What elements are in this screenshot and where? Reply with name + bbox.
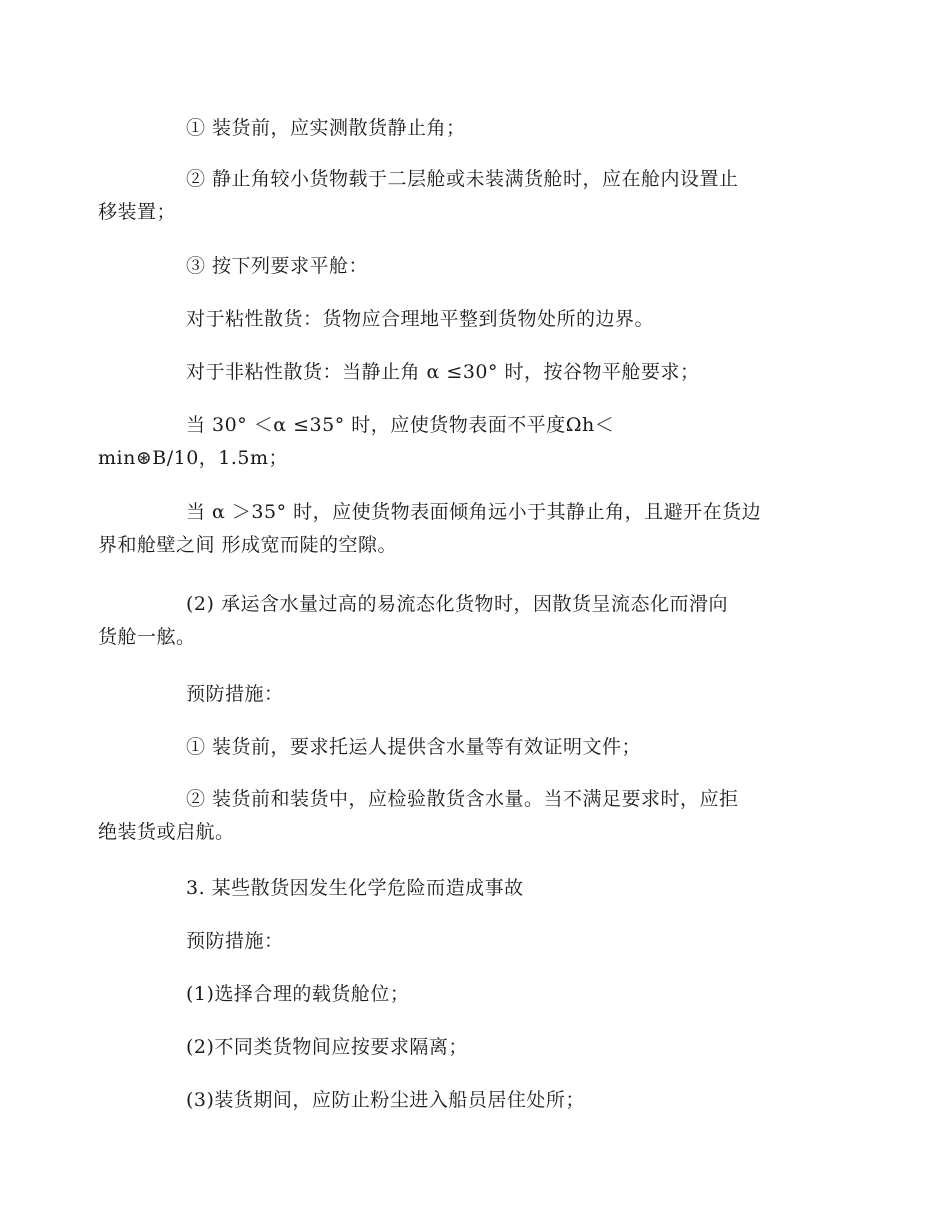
paragraph-line: 当 30° ＜α ≤35° 时，应使货物表面不平度Ωh＜ [186, 414, 615, 436]
paragraph-line: min⊛B/10，1.5m； [98, 447, 289, 469]
paragraph-line: ② 装货前和装货中，应检验散货含水量。当不满足要求时，应拒 [186, 788, 739, 810]
paragraph-14 [142, 978, 808, 1011]
paragraph-line: 绝装货或启航。 [98, 821, 235, 843]
paragraph-line: ② 静止角较小货物载于二层舱或未装满货舱时，应在舱内设置止 [186, 168, 739, 190]
paragraph-line: 货舱一舷。 [98, 626, 196, 648]
paragraph-line: 预防措施： [186, 930, 284, 952]
paragraph-line: 当 α ＞35° 时，应使货物表面倾角远小于其静止角，且避开在货边 [186, 501, 762, 523]
paragraph-1 [142, 112, 808, 145]
paragraph-13 [142, 925, 808, 958]
paragraph-line: ① 装货前，要求托运人提供含水量等有效证明文件； [186, 736, 642, 758]
paragraph-line: ① 装货前，应实测散货静止角； [186, 117, 466, 139]
paragraph-line: 界和舱壁之间 形成宽而陡的空隙。 [98, 534, 398, 556]
paragraph-5 [142, 356, 808, 389]
paragraph-line: 移装置； [98, 201, 177, 223]
paragraph-16 [142, 1084, 808, 1117]
paragraph-6 [98, 409, 808, 475]
paragraph-3 [142, 250, 808, 283]
paragraph-10 [142, 731, 808, 764]
paragraph-9 [142, 678, 808, 711]
paragraph-2 [98, 163, 808, 229]
paragraph-line: 对于非粘性散货：当静止角 α ≤30° 时，按谷物平舱要求； [186, 361, 700, 383]
paragraph-4 [142, 303, 808, 336]
paragraph-line: ③ 按下列要求平舱： [186, 255, 369, 277]
paragraph-line: (3)装货期间，应防止粉尘进入船员居住处所； [186, 1089, 585, 1111]
paragraph-line: (2)不同类货物间应按要求隔离； [186, 1036, 468, 1058]
paragraph-line: 预防措施： [186, 683, 284, 705]
paragraph-line: 对于粘性散货：货物应合理地平整到货物处所的边界。 [186, 308, 655, 330]
paragraph-8 [98, 588, 808, 654]
paragraph-7 [98, 496, 808, 562]
paragraph-line: (1)选择合理的载货舱位； [186, 983, 410, 1005]
paragraph-11 [98, 783, 808, 849]
paragraph-12 [142, 872, 808, 905]
paragraph-line: (2) 承运含水量过高的易流态化货物时，因散货呈流态化而滑向 [186, 593, 728, 615]
paragraph-line: 3. 某些散货因发生化学危险而造成事故 [186, 877, 524, 899]
paragraph-15 [142, 1031, 808, 1064]
